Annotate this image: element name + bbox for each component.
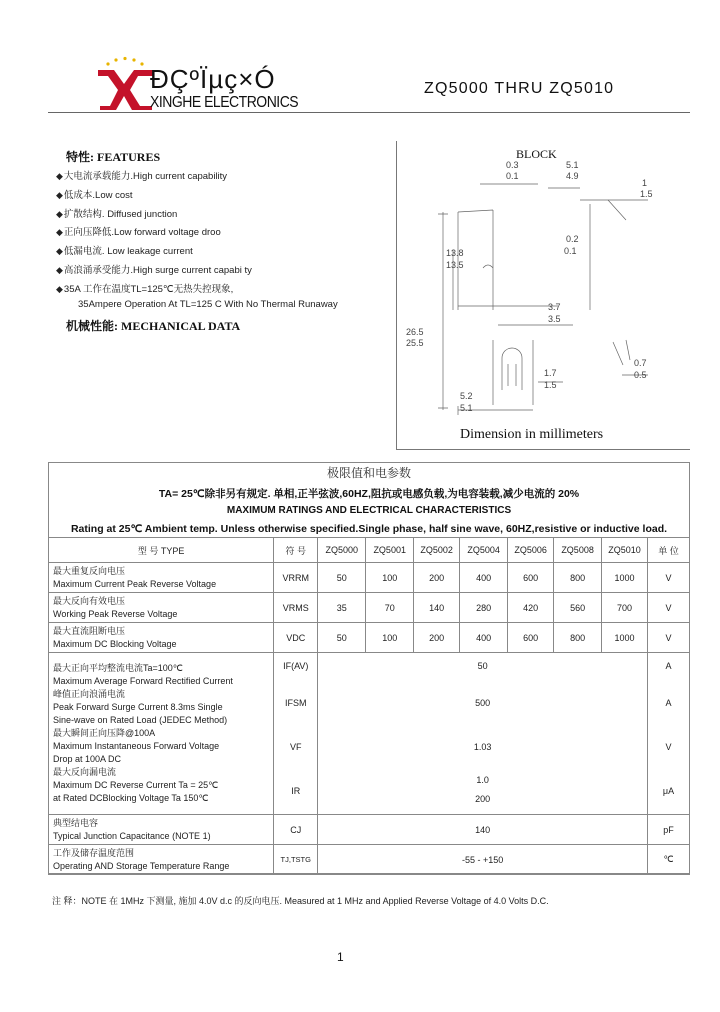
param-value: 800 xyxy=(554,623,602,653)
dim-label: 0.3 xyxy=(506,160,519,170)
feature-item: ◆低漏电流. Low leakage current xyxy=(56,246,193,257)
feature-item: ◆高浪涌承受能力.High surge current capabi ty xyxy=(56,265,252,276)
feature-item: ◆低成本.Low cost xyxy=(56,190,133,201)
param-value: 600 xyxy=(508,563,554,593)
param-value: 400 xyxy=(460,623,508,653)
table-row xyxy=(49,563,690,593)
param-value: 600 xyxy=(508,623,554,653)
unit-header: 单 位 xyxy=(648,538,690,563)
part-header: ZQ5001 xyxy=(366,538,414,563)
param-desc: 最大反向有效电压 Working Peak Reverse Voltage xyxy=(49,593,274,623)
dim-label: 0.1 xyxy=(506,171,519,181)
feature-item: ◆正向压降低.Low forward voltage droo xyxy=(56,227,221,238)
part-header: ZQ5004 xyxy=(460,538,508,563)
param-value: 280 xyxy=(460,593,508,623)
param-value: 50 xyxy=(318,563,366,593)
param-value: 140 xyxy=(414,593,460,623)
param-value: 100 xyxy=(366,563,414,593)
company-logo xyxy=(94,56,158,112)
dim-label: 5.2 xyxy=(460,391,473,401)
param-value: 700 xyxy=(602,593,648,623)
dim-label: 26.5 xyxy=(406,327,424,337)
table-row xyxy=(49,815,690,845)
param-desc: 最大直流阻断电压 Maximum DC Blocking Voltage xyxy=(49,623,274,653)
param-symbol: VDC xyxy=(274,623,318,653)
type-header: 型 号 TYPE xyxy=(49,538,274,563)
param-symbol: TJ,TSTG xyxy=(274,845,318,875)
dim-label: 3.5 xyxy=(548,314,561,324)
symbol-header: 符 号 xyxy=(274,538,318,563)
param-value: -55 - +150 xyxy=(318,845,648,875)
param-unit: ℃ xyxy=(648,845,690,875)
company-name: XINGHE ELECTRONICS xyxy=(150,92,299,111)
ratings-condition-en: Rating at 25℃ Ambient temp. Unless otherwise specified.Single phase, half sine wave, 60HZ,resistive or inductive load. xyxy=(70,523,668,535)
feature-item: ◆扩散结构. Diffused junction xyxy=(56,209,178,220)
merged-param-desc: 最大正向平均整流电流Ta=100℃ Maximum Average Forward Rectified Current 峰值正向浪涌电流 Peak Forward Surge Current 8.3ms Single Sine-wave on Rated Load (JEDEC Method) 最大瞬间正向压降@100A Maximum Instantaneous Forward Voltage Drop at 100A DC 最大反向漏电流 Maximum DC Reverse Current Ta = 25℃ at Rated DCBlocking Voltage Ta 150℃ xyxy=(49,653,274,815)
package-dimension-drawing xyxy=(398,160,688,422)
ratings-condition-cn: TA= 25℃除非另有规定. 单相,正半弦波,60HZ,阻抗或电感负载,为电容装载,减少电流的 20% xyxy=(158,488,580,500)
mechanical-title: 机械性能: MECHANICAL DATA xyxy=(66,319,241,333)
dim-label: 13.5 xyxy=(446,260,464,270)
param-value: 420 xyxy=(508,593,554,623)
table-header-row xyxy=(49,538,690,563)
table-row xyxy=(49,593,690,623)
dim-label: 13.8 xyxy=(446,248,464,258)
param-value: 140 xyxy=(318,815,648,845)
footnote: 注 释：NOTE 在 1MHz 下测量, 施加 4.0V d.c 的反向电压. Measured at 1 MHz and Applied Reverse Voltage of 4.0 Volts D.C. xyxy=(52,896,549,906)
param-value: 70 xyxy=(366,593,414,623)
param-desc: 最大重复反向电压 Maximum Current Peak Reverse Voltage xyxy=(49,563,274,593)
param-unit: V xyxy=(648,593,690,623)
ratings-title-cn: 极限值和电参数 xyxy=(326,466,411,480)
param-value: 560 xyxy=(554,593,602,623)
part-header: ZQ5008 xyxy=(554,538,602,563)
logo-chars: ĐÇºÏµç×Ó xyxy=(150,64,276,94)
ratings-table xyxy=(48,537,690,875)
param-value: 400 xyxy=(460,563,508,593)
part-header: ZQ5010 xyxy=(602,538,648,563)
merged-params-row xyxy=(49,653,690,815)
header-rule xyxy=(48,112,690,113)
dim-label: 4.9 xyxy=(566,171,579,181)
page-number: 1 xyxy=(337,950,344,964)
ratings-title-en: MAXIMUM RATINGS AND ELECTRICAL CHARACTERISTICS xyxy=(226,505,512,516)
param-desc: 典型结电容 Typical Junction Capacitance (NOTE 1) xyxy=(49,815,274,845)
dim-label: 25.5 xyxy=(406,338,424,348)
merged-values: 50 500 1.03 1.0 200 xyxy=(318,653,648,815)
param-symbol: VRRM xyxy=(274,563,318,593)
merged-units: A A V μA xyxy=(648,653,690,815)
param-unit: pF xyxy=(648,815,690,845)
param-value: 50 xyxy=(318,623,366,653)
merged-symbols: IF(AV) IFSM VF IR xyxy=(274,653,318,815)
features-title: 特性: FEATURES xyxy=(66,150,161,164)
param-desc: 工作及储存温度范围 Operating AND Storage Temperature Range xyxy=(49,845,274,875)
param-value: 1000 xyxy=(602,563,648,593)
param-value: 800 xyxy=(554,563,602,593)
dim-label: 1.5 xyxy=(544,380,557,390)
dim-label: 3.7 xyxy=(548,302,561,312)
dim-label: 0.1 xyxy=(564,246,577,256)
param-unit: V xyxy=(648,623,690,653)
param-value: 100 xyxy=(366,623,414,653)
table-row xyxy=(49,845,690,875)
dimension-caption: Dimension in millimeters xyxy=(460,427,604,442)
feature-item: ◆大电流承载能力.High current capability xyxy=(56,171,228,182)
dim-label: 5.1 xyxy=(460,403,473,413)
diagram-title: BLOCK xyxy=(516,147,557,161)
part-header: ZQ5002 xyxy=(414,538,460,563)
param-symbol: VRMS xyxy=(274,593,318,623)
dim-label: 1 xyxy=(642,178,648,188)
part-header: ZQ5000 xyxy=(318,538,366,563)
dim-label: 1.5 xyxy=(640,189,653,199)
param-unit: V xyxy=(648,563,690,593)
dim-label: 0.2 xyxy=(566,234,579,244)
table-row xyxy=(49,623,690,653)
dim-label: 5.1 xyxy=(566,160,579,170)
param-value: 200 xyxy=(414,623,460,653)
param-value: 35 xyxy=(318,593,366,623)
part-header: ZQ5006 xyxy=(508,538,554,563)
part-range-title: ZQ5000 THRU ZQ5010 xyxy=(424,80,615,97)
feature-item: 35Ampere Operation At TL=125 C With No Thermal Runaway xyxy=(78,299,338,310)
dim-label: 0.5 xyxy=(634,370,647,380)
feature-item: ◆35A 工作在温度TL=125℃无热失控现象, xyxy=(56,284,234,295)
dim-label: 1.7 xyxy=(544,368,557,378)
param-value: 1000 xyxy=(602,623,648,653)
dim-label: 0.7 xyxy=(634,358,647,368)
param-value: 200 xyxy=(414,563,460,593)
param-symbol: CJ xyxy=(274,815,318,845)
